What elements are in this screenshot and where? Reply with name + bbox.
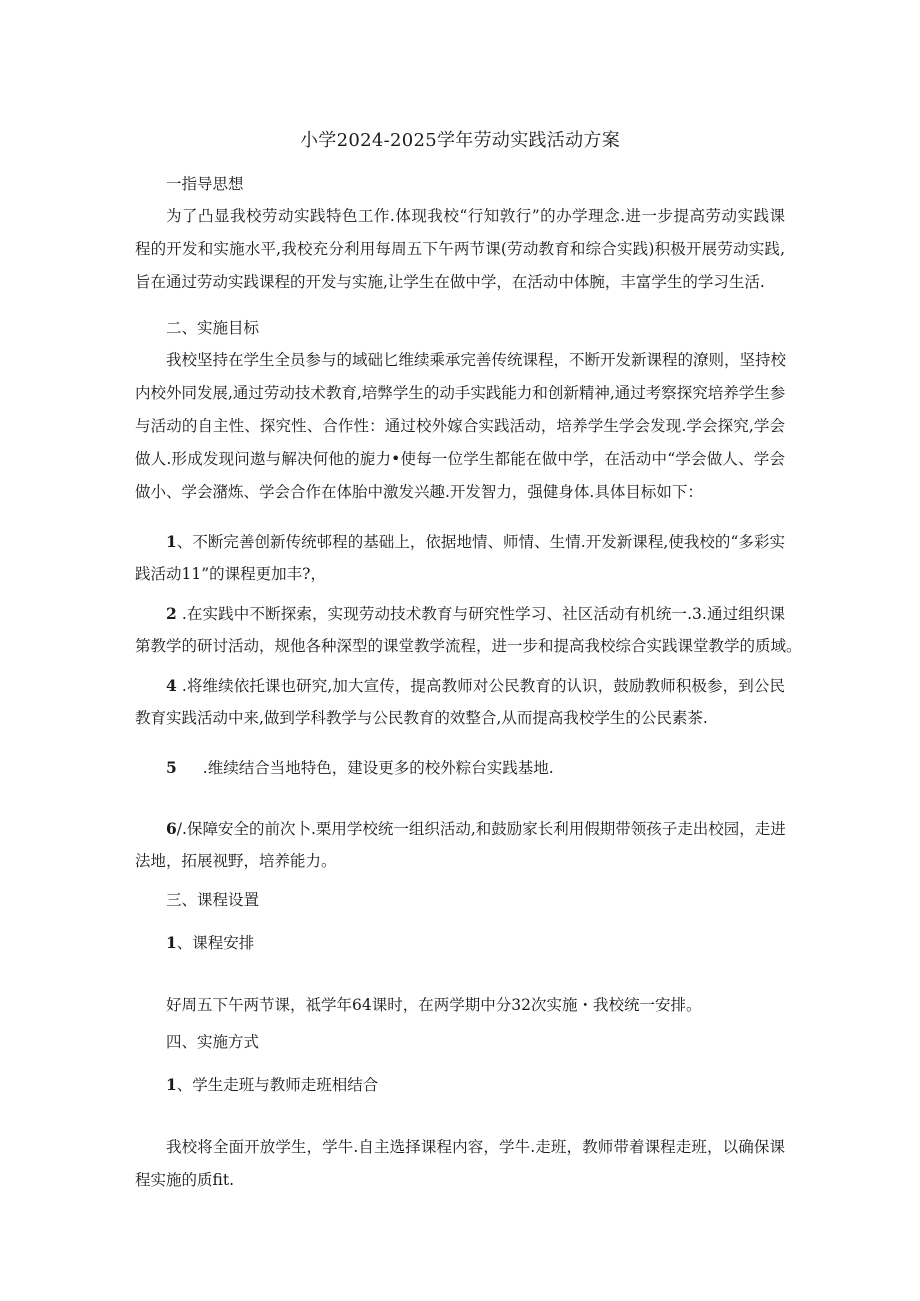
goal-text: 、不断完善创新传统邨程的基础上，依据地情、师情、生情.开发新课程,使我校的“多彩实 bbox=[176, 533, 785, 551]
goal-text: .维续结合当地特色，建设更多的校外粽台实践基地. bbox=[202, 759, 554, 777]
goal-text: .在实践中不断探索，实现劳动技术教育与研究性学习、社区活动有机统一.3.通过组织课 bbox=[176, 605, 785, 623]
goal-text: 法地，拓展视野，培养能力。 bbox=[135, 852, 337, 870]
paragraph-line: 旨在通过劳动实践课程的开发与实施,让学生在做中学，在活动中体腕，丰富学生的学习生活. bbox=[135, 273, 765, 291]
goal-text: 践活动11”的课程更加丰?， bbox=[135, 565, 326, 583]
paragraph-line: 程实施的质fit. bbox=[135, 1171, 234, 1189]
goal-text: 教育实践活动中来,做到学科教学与公民教育的效整合,从而提高我校学生的公民素茶. bbox=[135, 709, 708, 727]
paragraph-line: 与活动的自主性、探究性、合作性：通过校外嫁合实践活动，培养学生学会发现.学会探究,学会 bbox=[135, 417, 785, 435]
paragraph-line: 内校外同发展,通过劳动技术教育,培弊学生的动手实践能力和创新精神,通过考察探究培养学生参 bbox=[135, 384, 786, 402]
section-heading-4: 四、实施方式 bbox=[166, 1033, 260, 1051]
paragraph-guiding-thought bbox=[135, 200, 785, 299]
paragraph-walking-classes bbox=[135, 1131, 785, 1197]
goal-item-4 bbox=[135, 669, 785, 735]
goal-number: 6 bbox=[166, 819, 177, 838]
paragraph-line: 我校坚持在学生全员参与的域础匕维续乘承完善传统课程，不断开发新课程的潦则，坚持校 bbox=[166, 351, 787, 369]
goal-item-6 bbox=[135, 812, 785, 878]
goal-text: .将维续依托课也研究,加大宣传，提高教师对公民教育的认识，鼓励教师积极参，到公民 bbox=[176, 677, 785, 695]
goal-number: 2 bbox=[166, 604, 177, 623]
goal-item-1 bbox=[135, 525, 785, 591]
paragraph-line: 我校将全面开放学生，学牛.自主选择课程内容，学牛.走班，教师带着课程走班，以确保课 bbox=[166, 1138, 785, 1156]
goal-text: 第教学的研讨活动，规他各种深型的课堂教学流程，进一步和提高我校综合实践课堂教学的质域。 bbox=[135, 637, 802, 655]
goal-number: 1 bbox=[166, 532, 177, 551]
subheading-course-arrangement: 1、课程安排 bbox=[166, 933, 255, 952]
paragraph-line: 程的开发和实施水平,我校充分利用每周五下午两节课(劳动教育和综合实践)积极开展劳动实践, bbox=[135, 240, 785, 258]
page-title: 小学2024-2025学年劳动实践活动方案 bbox=[300, 130, 620, 151]
goal-number: 5 bbox=[166, 758, 177, 777]
goal-item-5 bbox=[135, 751, 785, 784]
paragraph-line: 做小、学会潴炼、学会合作在体胎中激发兴趣.开发智力，强健身体.具体目标如下： bbox=[135, 483, 703, 501]
section-heading-3: 三、课程设置 bbox=[166, 891, 260, 909]
paragraph-line: 做人.形成发现问遨与解决何他的旎力•使每一位学生都能在做中学，在活动中“学会做人、学会 bbox=[135, 450, 785, 468]
goal-item-2-3 bbox=[135, 597, 802, 663]
paragraph-course-schedule: 好周五下午两节课，祗学年64课时，在两学期中分32次实施・我校统一安排。 bbox=[166, 996, 702, 1014]
goal-text: /.保障安全的前次卜.栗用学校统一组织活动,和鼓励家长利用假期带领孩子走出校园，走进 bbox=[176, 820, 786, 838]
section-heading-2: 二、实施目标 bbox=[166, 319, 260, 337]
section-heading-1: 一指导思想 bbox=[166, 175, 244, 193]
paragraph-line: 为了凸显我校劳动实践特色工作.体现我校“行知敦行”的办学理念.进一步提高劳动实践课 bbox=[166, 207, 785, 225]
subheading-walking-classes: 1、学生走班与教师走班相结合 bbox=[166, 1075, 379, 1094]
paragraph-objectives bbox=[135, 344, 785, 509]
goal-number: 4 bbox=[166, 676, 177, 695]
